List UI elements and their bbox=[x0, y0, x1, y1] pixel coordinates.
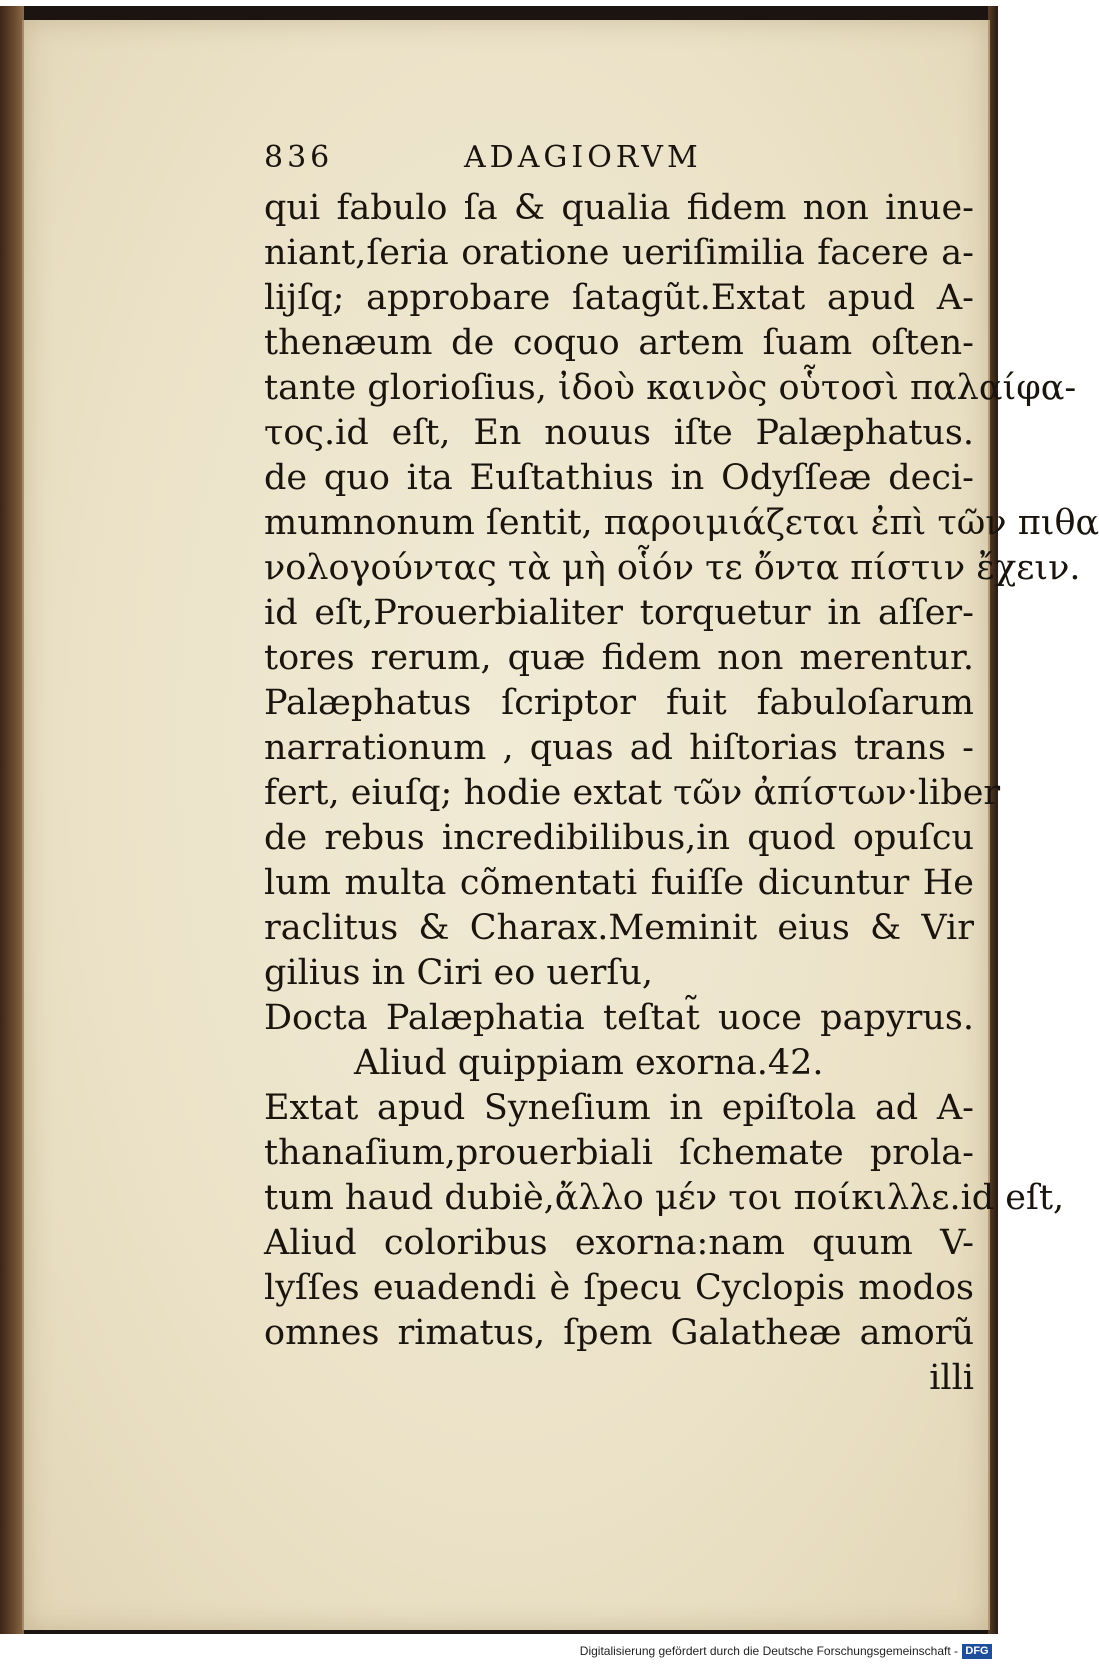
text-line: tum haud dubiè,ἄλλο μέν τοι ποίκιλλε.id eſt, bbox=[264, 1178, 1065, 1218]
text-line: thenæum de coquo artem ſuam oſten- bbox=[264, 323, 974, 363]
running-title: ADAGIORVM bbox=[464, 140, 702, 175]
footer-bar bbox=[0, 1634, 1000, 1664]
text-line: qui fabulo ſa & qualia fidem non inue- bbox=[264, 188, 974, 228]
page-header bbox=[254, 140, 984, 186]
text-line: narrationum , quas ad hiſtorias trans - bbox=[264, 728, 974, 768]
text-line: fert, eiuſq; hodie extat τῶν ἀπίστων·liber bbox=[264, 773, 1001, 813]
verse-line: Docta Palæphatia teſtat̃ uoce papyrus. bbox=[264, 998, 974, 1038]
text-line: Aliud coloribus exorna:nam quum V- bbox=[264, 1223, 974, 1263]
text-line: thanaſium,prouerbiali ſchemate prola- bbox=[264, 1133, 974, 1173]
text-line: tores rerum, quæ fidem non merentur. bbox=[264, 638, 974, 678]
book-page bbox=[22, 20, 1099, 1630]
text-line: raclitus & Charax.Meminit eius & Vir bbox=[264, 908, 974, 948]
text-line: de rebus incredibilibus,in quod opuſcu bbox=[264, 818, 974, 858]
text-block bbox=[254, 140, 1099, 1401]
text-line: νολογούντας τὰ μὴ οἷόν τε ὄντα πίστιν ἔχειν. bbox=[264, 548, 1081, 588]
text-line: τος.id eſt, En nouus iſte Palæphatus. bbox=[264, 413, 974, 453]
text-line: gilius in Ciri eo uerſu, bbox=[264, 953, 654, 993]
page-number: 836 bbox=[264, 140, 334, 175]
text-line: id eſt,Prouerbialiter torquetur in aſſer- bbox=[264, 593, 974, 633]
catchword: illi bbox=[929, 1358, 974, 1398]
dfg-logo: DFG bbox=[962, 1644, 992, 1659]
text-line: lijſq; approbare ſatagũt.Extat apud A- bbox=[264, 278, 974, 318]
text-line: Extat apud Syneſium in epiſtola ad A- bbox=[264, 1088, 974, 1128]
funding-credit: Digitalisierung gefördert durch die Deutsche Forschungsgemeinschaft - bbox=[579, 1644, 958, 1658]
text-line: omnes rimatus, ſpem Galatheæ amorũ bbox=[264, 1313, 974, 1353]
text-line: de quo ita Euſtathius in Odyſſeæ deci- bbox=[264, 458, 974, 498]
text-line: lyſſes euadendi è ſpecu Cyclopis modos bbox=[264, 1268, 974, 1308]
book-photo bbox=[0, 6, 1099, 1634]
text-line: mumnonum ſentit, παροιμιάζεται ἐπὶ τῶν πιθα bbox=[264, 503, 1099, 543]
text-line: tante glorioſius, ἰδοὺ καινὸς οὗτοσὶ παλαίφα- bbox=[264, 368, 1077, 408]
text-line: lum multa cõmentati fuiſſe dicuntur He bbox=[264, 863, 974, 903]
text-line: Palæphatus ſcriptor fuit fabuloſarum bbox=[264, 683, 974, 723]
book-spine bbox=[0, 6, 24, 1634]
text-line: niant,ſeria oratione ueriſimilia facere a- bbox=[264, 233, 974, 273]
section-heading: Aliud quippiam exorna.42. bbox=[354, 1043, 824, 1083]
